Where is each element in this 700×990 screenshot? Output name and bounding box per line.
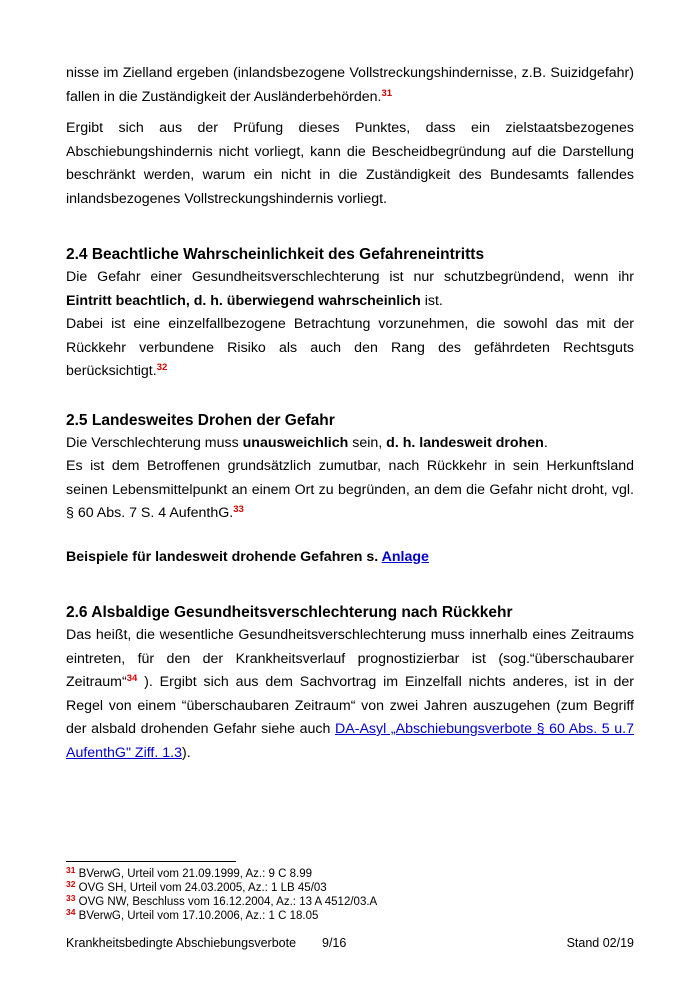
paragraph: Die Gefahr einer Gesundheitsverschlechterung ist nur schutzbegründend, wenn ihr Eintritt beachtlich, d. h. überwiegend wahrscheinlich ist. bbox=[66, 269, 634, 309]
page-footer bbox=[66, 936, 634, 952]
footnote-ref-33[interactable]: 33 bbox=[233, 504, 244, 515]
paragraph: Das heißt, die wesentliche Gesundheitsverschlechterung muss innerhalb eines Zeitraums eintreten, für den der Krankheitsverlauf prognostizierbar ist (sog.“überschaubarer Zeitraum“$^{34}$ ). Ergibt sich aus dem Sachvortrag im Einzelfall nichts anderes, ist in der Regel von einem “überschaubaren Zeitraum“ von zwei Jahren auszugehen (zum Begriff der alsbald drohenden Gefahr siehe auch DA-Asyl „Abschiebungsverbote § 60 Abs. 5 u.7 AufenthG" Ziff. 1.3). bbox=[66, 627, 634, 761]
section-heading-2-4: 2.4 Beachtliche Wahrscheinlichkeit des Gefahreneintritts bbox=[66, 246, 485, 263]
section-heading-2-6: 2.6 Alsbaldige Gesundheitsverschlechterung nach Rückkehr bbox=[66, 604, 513, 621]
footnote: $^{32}$ OVG SH, Urteil vom 24.03.2005, Az.: 1 LB 45/03 bbox=[66, 879, 327, 894]
footer-date: Stand 02/19 bbox=[566, 936, 634, 950]
footer-title: Krankheitsbedingte Abschiebungsverbote bbox=[66, 936, 297, 950]
paragraph: Es ist dem Betroffenen grundsätzlich zumutbar, nach Rückkehr in sein Herkunftsland seinen Lebensmittelpunkt an einem Ort zu begründen, an dem die Gefahr nicht droht, vgl. § 60 Abs. 7 S. 4 AufenthG.$^{33}$ bbox=[66, 458, 634, 521]
footnote: $^{34}$ BVerwG, Urteil vom 17.10.2006, Az.: 1 C 18.05 bbox=[66, 907, 319, 922]
paragraph: nisse im Zielland ergeben (inlandsbezogene Vollstreckungshindernisse, z.B. Suizidgefahr) fallen in die Zuständigkeit der Ausländerbehörden.$^{31}$ bbox=[66, 65, 634, 105]
footnote-ref-32[interactable]: 32 bbox=[156, 362, 168, 373]
paragraph: Ergibt sich aus der Prüfung dieses Punktes, dass ein zielstaatsbezogenes Abschiebungshindernis nicht vorliegt, kann die Bescheidbegründung auf die Darstellung beschränkt werden, warum ein nicht in die Zuständigkeit des Bundesamts fallendes inlandsbezogenes Vollstreckungshindernis vorliegt. bbox=[66, 120, 634, 207]
footnote-ref-31[interactable]: 31 bbox=[381, 87, 393, 99]
footnote: $^{33}$ OVG NW, Beschluss vom 16.12.2004, Az.: 13 A 4512/03.A bbox=[66, 893, 378, 908]
page-number: 9/16 bbox=[322, 936, 347, 950]
document-body bbox=[66, 62, 634, 765]
section-heading-2-5: 2.5 Landesweites Drohen der Gefahr bbox=[66, 411, 335, 429]
footnote-ref-34[interactable]: 34 bbox=[126, 673, 138, 684]
paragraph: Die Verschlechterung muss unausweichlich sein, d. h. landesweit drohen. bbox=[66, 434, 548, 451]
examples-line: Beispiele für landesweit drohende Gefahren s. Anlage bbox=[66, 548, 429, 565]
footnote: $^{31}$ BVerwG, Urteil vom 21.09.1999, Az.: 9 C 8.99 bbox=[66, 865, 312, 880]
footnotes bbox=[66, 867, 377, 923]
da-asyl-link[interactable]: DA-Asyl „Abschiebungsverbote § 60 Abs. 5 u.7 AufenthG" Ziff. 1.3 bbox=[66, 721, 634, 761]
footnote-separator bbox=[66, 861, 236, 862]
anlage-link[interactable]: Anlage bbox=[381, 548, 429, 565]
paragraph: Dabei ist eine einzelfallbezogene Betrachtung vorzunehmen, die sowohl das mit der Rückkehr verbundene Risiko als auch den Rang des gefährdeten Rechtsguts berücksichtigt.$^{32}$ bbox=[66, 316, 634, 379]
